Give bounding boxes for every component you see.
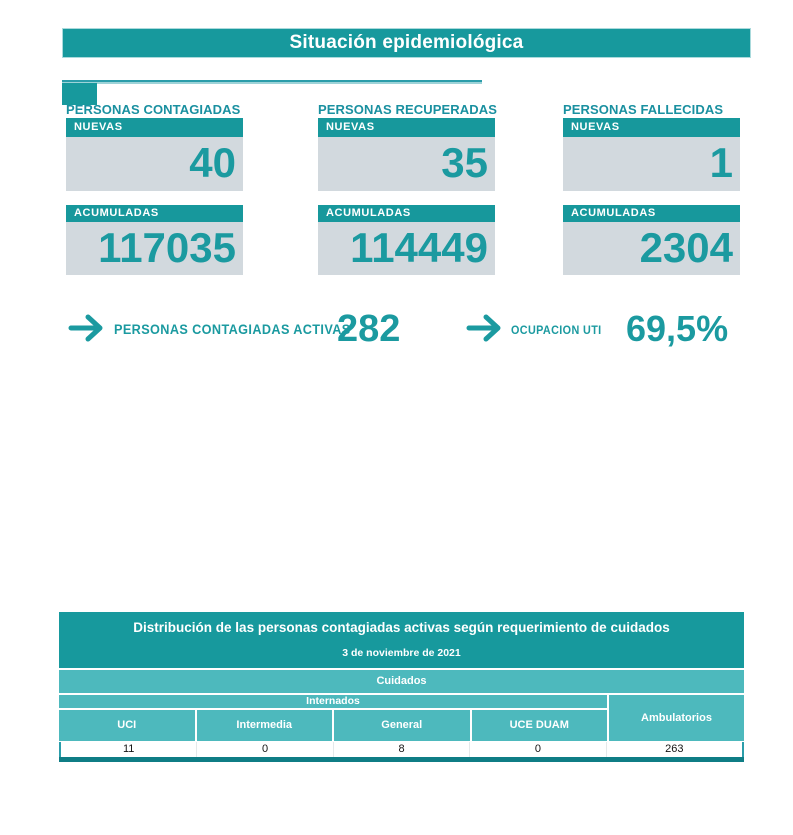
- page-title: Situación epidemiológica: [62, 28, 751, 58]
- table-title: Distribución de las personas contagiadas activas según requerimiento de cuidados: [133, 620, 670, 635]
- active-cases-value: 282: [337, 308, 401, 350]
- value-uce-duam: 0: [470, 742, 606, 757]
- accumulated-recovered-card: [318, 205, 495, 275]
- table-bottom-border: [59, 757, 744, 762]
- table-group-header: Cuidados: [59, 670, 744, 693]
- table-date: 3 de noviembre de 2021: [342, 647, 461, 659]
- stats-column-recuperadas: [318, 102, 495, 275]
- table-subgroup-header: Internados: [59, 695, 607, 708]
- accumulated-deaths-card: [563, 205, 740, 275]
- right-arrow-icon: [466, 312, 504, 349]
- column-header-uci: UCI: [59, 710, 197, 741]
- accumulated-deaths-value: 2304: [563, 222, 740, 275]
- new-recovered-card: [318, 118, 495, 191]
- new-recovered-value: 35: [318, 137, 495, 191]
- new-deaths-value: 1: [563, 137, 740, 191]
- stats-column-contagiadas: [66, 102, 243, 275]
- active-cases-label: PERSONAS CONTAGIADAS ACTIVAS: [114, 322, 351, 337]
- column-header-general: General: [334, 710, 472, 741]
- accumulated-recovered-label: ACUMULADAS: [318, 205, 495, 222]
- care-distribution-table: [59, 612, 744, 762]
- new-deaths-card: [563, 118, 740, 191]
- card-gap: [66, 191, 243, 205]
- table-data-row: [59, 742, 744, 757]
- column-header-uce-duam: UCE DUAM: [472, 710, 608, 741]
- stats-column-title: PERSONAS CONTAGIADAS: [66, 102, 241, 117]
- accumulated-recovered-value: 114449: [318, 222, 495, 275]
- accumulated-cases-value: 117035: [66, 222, 243, 275]
- accumulated-cases-card: [66, 205, 243, 275]
- value-uci: 11: [61, 742, 197, 757]
- column-header-intermedia: Intermedia: [197, 710, 335, 741]
- icu-occupancy-label: OCUPACION UTI: [511, 325, 602, 337]
- value-ambulatorios: 263: [665, 743, 684, 755]
- new-cases-label: NUEVAS: [66, 118, 243, 137]
- new-cases-value: 40: [66, 137, 243, 191]
- inpatient-header-block: [59, 695, 607, 741]
- column-header-ambulatorios: Ambulatorios: [609, 695, 744, 741]
- card-gap: [563, 191, 740, 205]
- stats-column-title: PERSONAS RECUPERADAS: [318, 102, 497, 117]
- value-intermedia: 0: [197, 742, 333, 757]
- accumulated-cases-label: ACUMULADAS: [66, 205, 243, 222]
- accumulated-deaths-label: ACUMULADAS: [563, 205, 740, 222]
- new-cases-card: [66, 118, 243, 191]
- table-header-section: [59, 695, 744, 741]
- stats-column-fallecidas: [563, 102, 740, 275]
- stats-column-title: PERSONAS FALLECIDAS: [563, 102, 724, 117]
- icu-occupancy-value: 69,5%: [626, 308, 729, 349]
- table-column-headers: [59, 710, 607, 741]
- right-arrow-icon: [68, 312, 106, 349]
- card-gap: [318, 191, 495, 205]
- new-deaths-label: NUEVAS: [563, 118, 740, 137]
- new-recovered-label: NUEVAS: [318, 118, 495, 137]
- value-general: 8: [334, 742, 470, 757]
- table-title-band: [59, 612, 744, 668]
- decorative-line: [62, 80, 482, 84]
